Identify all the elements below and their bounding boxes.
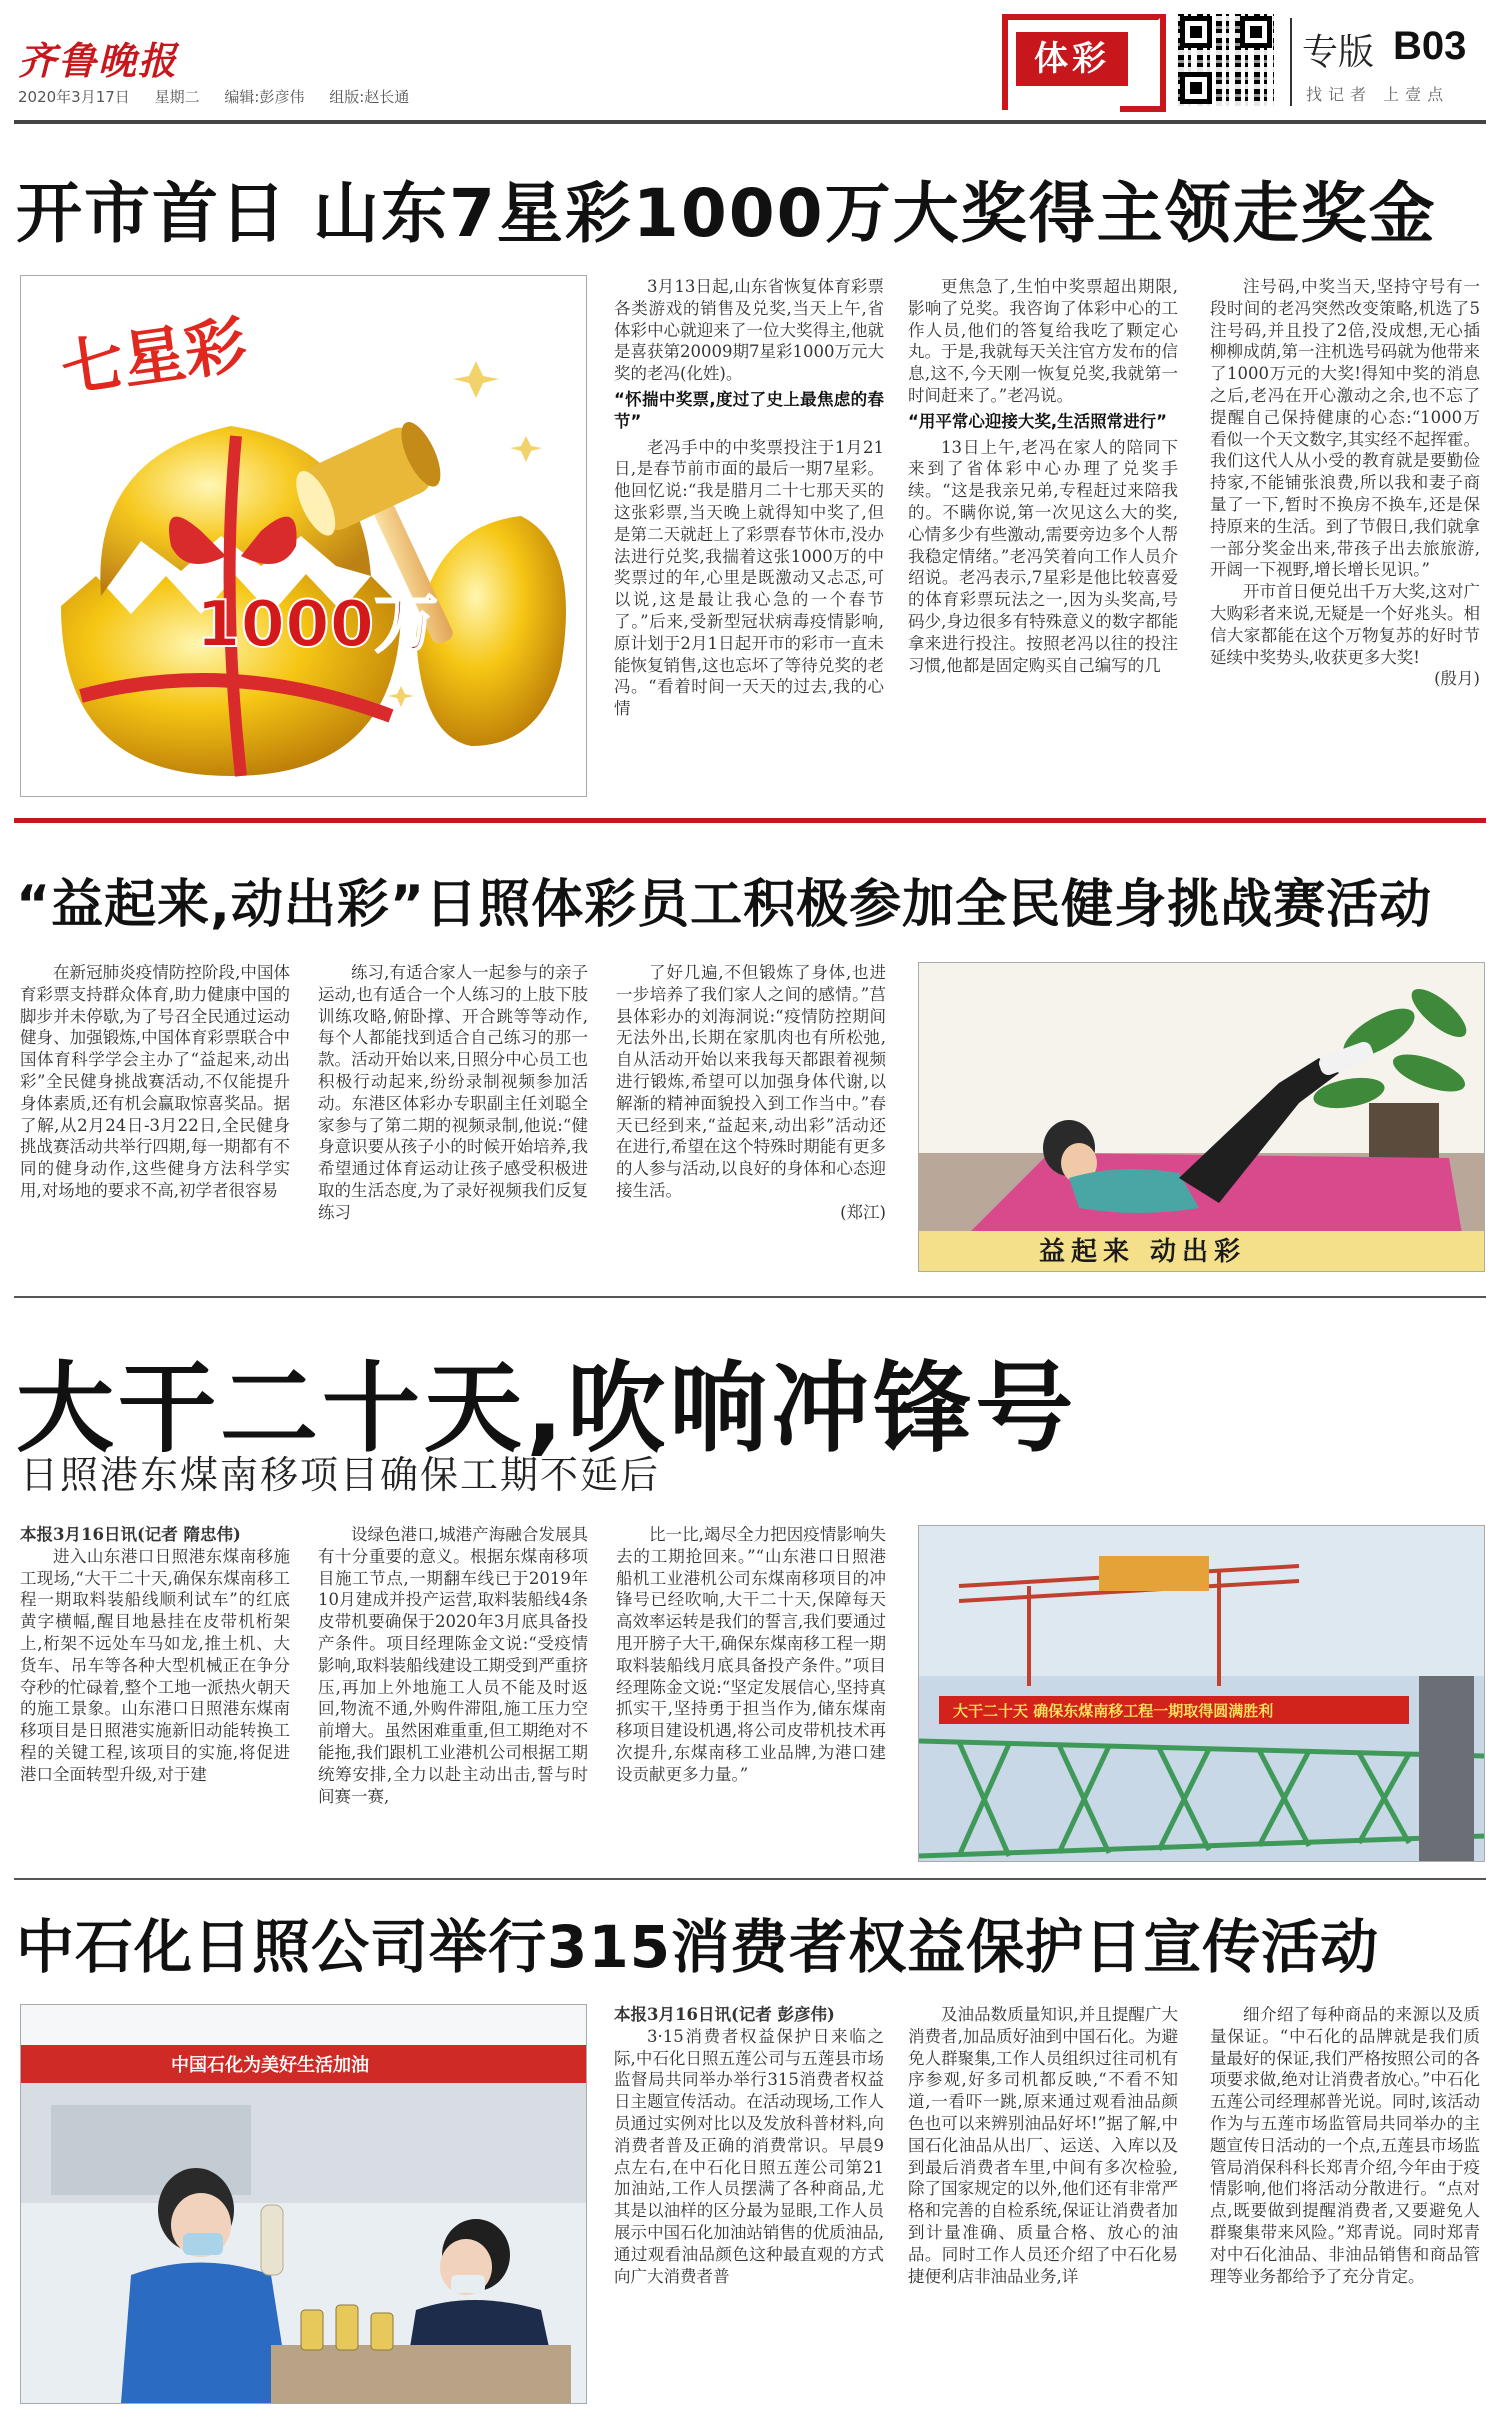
article3-port-photo <box>918 1525 1485 1862</box>
header-rule <box>14 120 1486 124</box>
section-divider <box>14 818 1486 823</box>
dateline <box>18 86 429 107</box>
article4-paragraph: 细介绍了每种商品的来源以及质量保证。“中石化的品牌就是我们质量最好的保证,我们严格按照公司的各项要求做,绝对让消费者放心。”中石化五莲公司经理郝普光说。同时,该活动作为与五莲市场监管局共同举办的主题宣传日活动的一个点,五莲县市场监管局消保科科长郑青介绍,今年由于疫情影响,他们将活动分散进行。“点对点,既要做到提醒消费者,又要避免人群聚集带来风险。”郑青说。同时郑青对中石化油品、非油品销售和商品管理等业务都给予了充分肯定。 <box>1210 2005 1480 2286</box>
section-tag: 体彩 <box>1016 32 1128 86</box>
header-tagline: 找记者 上壹点 <box>1306 85 1450 104</box>
article1-paragraph: 更焦急了,生怕中奖票超出期限,影响了兑奖。我咨询了体彩中心的工作人员,他们的答复给我吃了颗定心丸。于是,我就每天关注官方发布的信息,这不,今天刚一恢复兑奖,我就第一时间赶来了。”老冯说。 <box>908 277 1178 405</box>
article1-lottery-image <box>20 275 587 797</box>
lottery-title-text: 七星彩 <box>56 307 252 406</box>
article4-paragraph: 及油品数质量知识,并且提醒广大消费者,加品质好油到中国石化。为避免人群聚集,工作人员组织过往司机有序参观,好多司机都反映,“不看不知道,一看吓一跳,原来通过观看油品颜色也可以来辨别油品好坏!”据了解,中国石化油品从出厂、运送、入库以及到最后消费者车里,中间有多次检验,除了国家规定的以外,他们还有非常严格和完善的自检系统,保证让消费者加到计量准确、质量合格、放心的油品。同时工作人员还介绍了中石化易捷便利店非油品业务,详 <box>908 2005 1178 2286</box>
article2-column-2 <box>318 962 588 1272</box>
article1-paragraph: 13日上午,老冯在家人的陪同下来到了省体彩中心办理了兑奖手续。“这是我亲兄弟,专程赶过来陪我的。不瞒你说,第一次见这么大的奖,心情多少有些激动,需要旁边多个人帮我稳定情绪。”老冯笑着向工作人员介绍说。老冯表示,7星彩是他比较喜爱的体育彩票玩法之一,因为头奖高,号码少,身边很多有特殊意义的数字都能拿来进行投注。按照老冯以往的投注习惯,他都是固定购买自己编写的几 <box>908 437 1178 675</box>
article4-paragraph: 3·15消费者权益保护日来临之际,中石化日照五莲公司与五莲县市场监督局共同举办举行315消费者权益日主题宣传活动。在活动现场,工作人员通过实例对比以及发放科普材料,向消费者普及正确的消费常识。早晨9点左右,在中石化日照五莲公司第21加油站,工作人员摆满了各种商品,尤其是以油样的区分最为显眼,工作人员展示中国石化加油站销售的优质油品,通过观看油品颜色这种最直观的方式向广大消费者普 <box>614 2026 884 2286</box>
article3-column-2 <box>318 1524 588 1862</box>
article1-subheading-1: “怀揣中奖票,度过了史上最焦虑的春节” <box>614 389 884 431</box>
article1-byline: (殷月) <box>1434 669 1480 689</box>
article2-paragraph: 练习,有适合家人一起参与的亲子运动,也有适合一个人练习的上肢下肢训练攻略,俯卧撑、开合跳等等动作,每个人都能找到适合自己练习的那一款。活动开始以来,日照分中心员工也积极行动起来,纷纷录制视频参加活动。东港区体彩办专职副主任刘聪全家参与了第二期的视频录制,他说:“健身意识要从孩子小的时候开始培养,我希望通过体育运动让孩子感受积极进取的生活态度,为了录好视频我们反复练习 <box>318 963 588 1222</box>
article3-title: 大干二十天,吹响冲锋号 <box>16 1352 1078 1466</box>
article3-paragraph: 比一比,竭尽全力把因疫情影响失去的工期抢回来。”“山东港口日照港船机工业港机公司东煤南移项目的冲锋号已经吹响,大干二十天,保障每天高效率运转是我们的誓言,我们要通过甩开膀子大干,确保东煤南移工程一期取料装船线月底具备投产条件。”项目经理陈金文说:“坚定发展信心,坚持真抓实干,坚持勇于担当作为,储东煤南移项目建设机遇,将公司皮带机技术再次提升,东煤南移工业品牌,为港口建设贡献更多力量。” <box>616 1525 886 1784</box>
article1-paragraph: 注号码,中奖当天,坚持守号有一段时间的老冯突然改变策略,机选了5注号码,并且投了2倍,没成想,无心插柳柳成荫,第一注机选号码就为他带来了1000万元的大奖!得知中奖的消息之后,老冯在开心激动之余,也不忘了提醒自己保持健康的心态:“1000万看似一个天文数字,其实经不起挥霍。我们这代人从小受的教育就是要勤俭持家,不能铺张浪费,所以我和妻子商量了一下,暂时不换房不换车,还是保持原来的生活。到了节假日,我们就拿一部分奖金出来,带孩子出去旅旅游,开阔一下视野,增长增长见识。” <box>1210 277 1480 580</box>
masthead-logo: 齐鲁晚报 <box>18 38 179 83</box>
qr-code-icon[interactable] <box>1178 14 1274 106</box>
article4-column-3 <box>1210 2004 1480 2402</box>
article2-paragraph: 了好几遍,不但锻炼了身体,也进一步培养了我们家人之间的感情。”莒县体彩办的刘海洞说:“疫情防控期间无法外出,长期在家肌肉也有所松弛,自从活动开始以来我每天都跟着视频进行锻炼,希望可以加强身体代谢,以解渐的精神面貌投入到工作当中。”春天已经到来,“益起来,动出彩”活动还在进行,希望在这个特殊时期能有更多的人参与活动,以良好的身体和心态迎接生活。 <box>616 963 886 1200</box>
designer-credit: 组版:赵长通 <box>329 88 410 106</box>
sinopec-banner-text: 中国石化为美好生活加油 <box>171 2055 369 2076</box>
article1-paragraph: 老冯手中的中奖票投注于1月21日,是春节前市面的最后一期7星彩。他回忆说:“我是腊月二十七那天买的这张彩票,当天晚上就得知中奖了,但是第二天就赶上了彩票春节休市,没办法进行兑奖,我揣着这张1000万的中奖票过的年,心里是既激动又忐忑,可以说,这是最让我心急的一个春节了。”后来,受新型冠状病毒疫情影响,原计划于2月1日起开市的彩市一直未能恢复销售,这也忘坏了等待兑奖的老冯。“看着时间一天天的过去,我的心情 <box>614 437 884 719</box>
issue-date: 2020年3月17日 <box>18 88 130 106</box>
article1-column-3 <box>1210 276 1480 796</box>
article3-column-3 <box>616 1524 886 1862</box>
article2-byline: (郑江) <box>840 1202 886 1222</box>
page-number: B03 <box>1393 24 1467 68</box>
article4-column-2 <box>908 2004 1178 2402</box>
port-construction-illustration <box>919 1526 1484 1861</box>
fitness-illustration <box>919 963 1484 1271</box>
header-divider <box>1290 18 1292 106</box>
article2-fitness-photo <box>918 962 1485 1272</box>
article1-title: 开市首日 山东7星彩1000万大奖得主领走奖金 <box>16 175 1437 252</box>
article2-column-3 <box>616 962 886 1272</box>
article3-lead: 本报3月16日讯(记者 隋忠伟) <box>20 1525 241 1544</box>
sinopec-event-illustration <box>21 2005 586 2403</box>
article1-column-2 <box>908 276 1178 796</box>
editor-credit: 编辑:彭彦伟 <box>224 88 305 106</box>
special-edition-label: 专版 <box>1302 32 1375 73</box>
section-divider <box>14 1296 1486 1298</box>
article4-lead: 本报3月16日讯(记者 彭彦伟) <box>614 2005 835 2024</box>
lottery-amount-text: 1000万 <box>196 588 439 662</box>
article2-column-1 <box>20 962 290 1272</box>
fitness-caption: 益起来 动出彩 <box>1039 1237 1247 1267</box>
article3-subtitle: 日照港东煤南移项目确保工期不延后 <box>20 1453 661 1497</box>
article4-column-1 <box>614 2004 884 2402</box>
article4-sinopec-photo <box>20 2004 587 2404</box>
section-divider <box>14 1878 1486 1880</box>
article2-title: “益起来,动出彩”日照体彩员工积极参加全民健身挑战赛活动 <box>16 875 1433 935</box>
article1-paragraph: 3月13日起,山东省恢复体育彩票各类游戏的销售及兑奖,当天上午,省体彩中心就迎来了一位大奖得主,他就是喜获第20009期7星彩1000万元大奖的老冯(化姓)。 <box>614 277 884 384</box>
article4-title: 中石化日照公司举行315消费者权益保护日宣传活动 <box>16 1913 1380 1981</box>
port-banner-text: 大干二十天 确保东煤南移工程一期取得圆满胜利 <box>953 1702 1274 1720</box>
article3-paragraph: 设绿色港口,城港产海融合发展具有十分重要的意义。根据东煤南移项目施工节点,一期翻车线已于2019年10月建成并投产运营,取料装船线4条皮带机要确保于2020年3月底具备投产条件。项目经理陈金文说:“受疫情影响,取料装船线建设工期受到严重挤压,再加上外地施工人员不能及时返回,物流不通,外购件滞阻,施工压力空前增大。虽然困难重重,但工期绝对不能拖,我们跟机工业港机公司根据工期统筹安排,全力以赴主动出击,誓与时间赛一赛, <box>318 1525 588 1806</box>
lottery-illustration <box>21 276 586 796</box>
article1-subheading-2: “用平常心迎接大奖,生活照常进行” <box>908 411 1167 431</box>
article2-paragraph: 在新冠肺炎疫情防控阶段,中国体育彩票支持群众体育,助力健康中国的脚步并未停歇,为了号召全民通过运动健身、加强锻炼,中国体育彩票联合中国体育科学学会主办了“益起来,动出彩”全民健身挑战赛活动,不仅能提升身体素质,还有机会赢取惊喜奖品。据了解,从2月24日-3月22日,全民健身挑战赛活动共举行四期,每一期都有不同的健身动作,这些健身方法科学实用,对场地的要求不高,初学者很容易 <box>20 963 290 1200</box>
article1-paragraph: 开市首日便兑出千万大奖,这对广大购彩者来说,无疑是一个好兆头。相信大家都能在这个万物复苏的好时节延续中奖势头,收获更多大奖! <box>1210 582 1480 667</box>
article3-column-1 <box>20 1524 290 1862</box>
article3-paragraph: 进入山东港口日照港东煤南移施工现场,“大干二十天,确保东煤南移工程一期取料装船线顺利试车”的红底黄字横幅,醒目地悬挂在皮带机桁架上,桁架不远处车马如龙,推土机、大货车、吊车等各种大型机械正在争分夺秒的忙碌着,整个工地一派热火朝天的施工景象。山东港口日照港东煤南移项目是日照港实施新旧动能转换工程的关键工程,该项目的实施,将促进港口全面转型升级,对于建 <box>20 1546 290 1784</box>
article1-column-1 <box>614 276 884 796</box>
issue-weekday: 星期二 <box>154 88 200 106</box>
